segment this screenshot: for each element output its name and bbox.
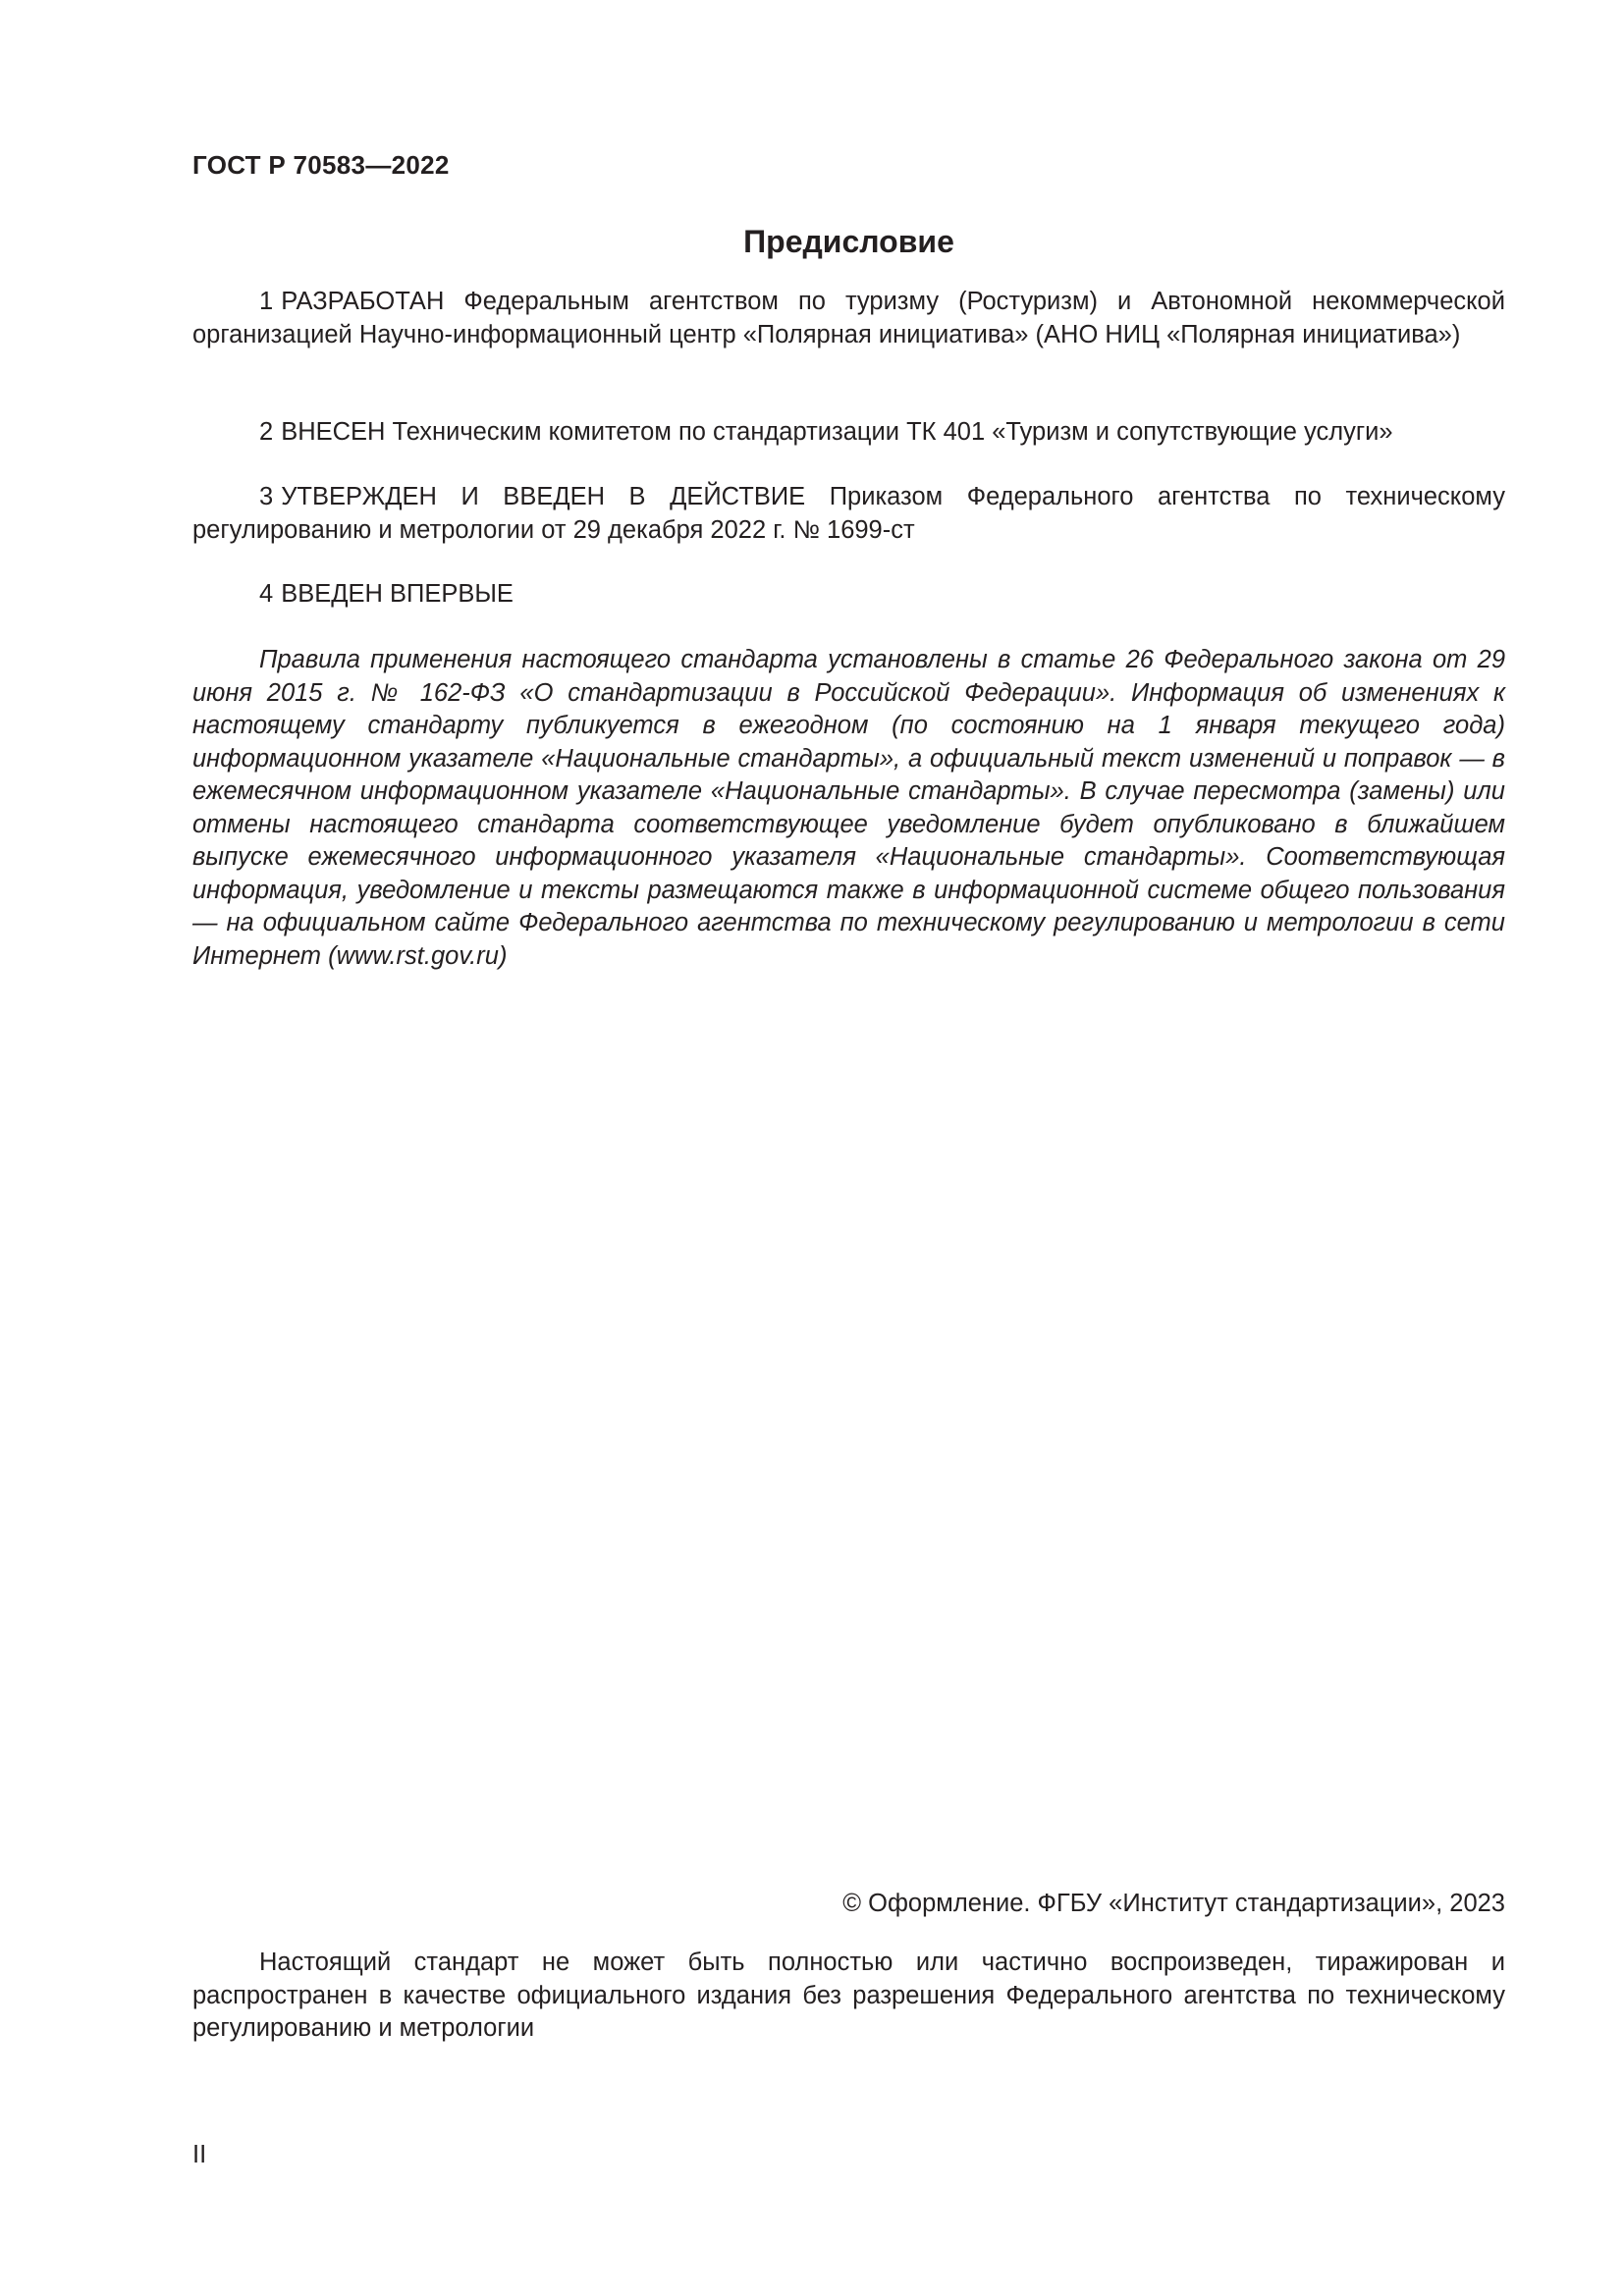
item-number: 1 [259, 288, 274, 315]
page-number: II [192, 2141, 207, 2168]
item-text: УТВЕРЖДЕН И ВВЕДЕН В ДЕЙСТВИЕ Приказом Федерального агентства по техническому регулированию и метрологии от 29 декабря 2022 г. № 1699-ст [192, 483, 1505, 544]
rules-note: Правила применения настоящего стандарта установлены в статье 26 Федерального закона от 29 июня 2015 г. № 162-ФЗ «О стандартизации в Российской Федерации». Информация об изменениях к настоящему стандарту публикуется в ежегодном (по состоянию на 1 января текущего года) информационном указателе «Национальные стандарты», а официальный текст изменений и поправок — в ежемесячном информационном указателе «Национальные стандарты». В случае пересмотра (замены) или отмены настоящего стандарта соответствующее уведомление будет опубликовано в ближайшем выпуске ежемесячного информационного указателя «Национальные стандарты». Соответствующая информация, уведомление и тексты размещаются также в информационной системе общего пользования — на официальном сайте Федерального агентства по техническому регулированию и метрологии в сети Интернет (www.rst.gov.ru) [192, 646, 1505, 970]
item-text: ВВЕДЕН ВПЕРВЫЕ [281, 580, 514, 608]
item-text: РАЗРАБОТАН Федеральным агентством по туризму (Ростуризм) и Автономной некоммерческой организацией Научно-информационный центр «Полярная инициатива» (АНО НИЦ «Полярная инициатива») [192, 288, 1505, 348]
reproduction-notice: Настоящий стандарт не может быть полностью или частично воспроизведен, тиражирован и распространен в качестве официального издания без разрешения Федерального агентства по техническому регулированию и метрологии [192, 1949, 1505, 2042]
foreword-item-2 [192, 416, 1505, 450]
item-number: 3 [259, 483, 274, 510]
foreword-item-3 [192, 481, 1505, 547]
item-number: 2 [259, 418, 274, 446]
copyright-line: © Оформление. ФГБУ «Институт стандартизации», 2023 [842, 1890, 1505, 1917]
item-text: ВНЕСЕН Техническим комитетом по стандартизации ТК 401 «Туризм и сопутствующие услуги» [281, 418, 1393, 446]
page-title: Предисловие [743, 224, 954, 259]
document-code: ГОСТ Р 70583—2022 [192, 150, 450, 180]
foreword-item-1 [192, 286, 1505, 351]
foreword-item-4 [192, 578, 1505, 612]
item-number: 4 [259, 580, 274, 608]
